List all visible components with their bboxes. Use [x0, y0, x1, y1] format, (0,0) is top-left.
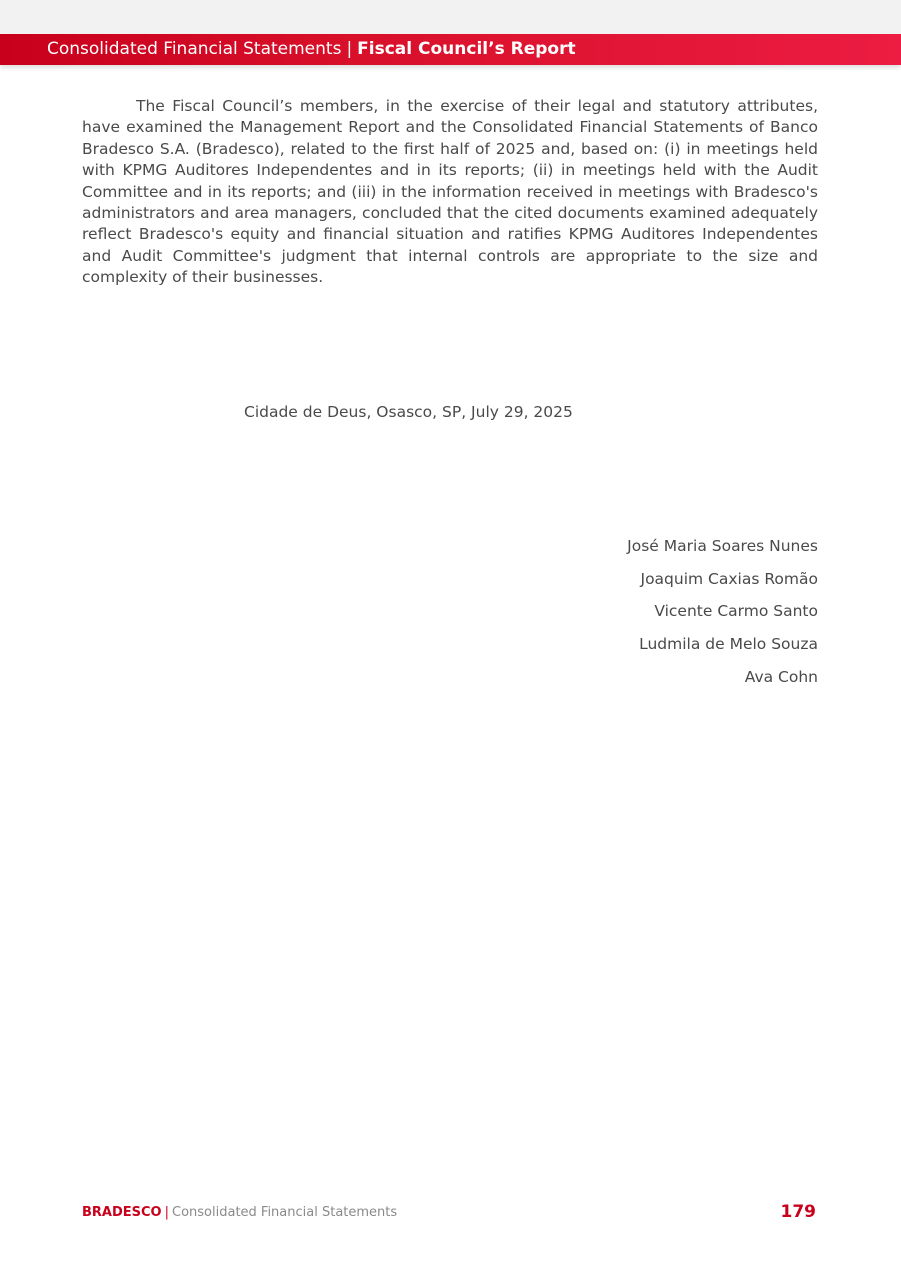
signatory-name: José Maria Soares Nunes	[627, 537, 818, 555]
place-date: Cidade de Deus, Osasco, SP, July 29, 2025	[244, 403, 573, 421]
header-section: Consolidated Financial Statements	[47, 39, 342, 59]
report-paragraph: The Fiscal Council’s members, in the exercise of their legal and statutory attributes, have examined the Management Report and the Consolidated Financial Statements of Banco Bradesco S.A. (Bradesco), related to the first half of 2025 and, based on: (i) in meetings held with KPMG Auditores Independentes and in its reports; (ii) in meetings held with the Audit Committee and in its reports; and (iii) in the information received in meetings with Bradesco's administrators and area managers, concluded that the cited documents examined adequately reflect Bradesco's equity and financial situation and ratifies KPMG Auditores Independentes and Audit Committee's judgment that internal controls are appropriate to the size and complexity of their businesses.	[82, 97, 818, 287]
footer-document-title: Consolidated Financial Statements	[172, 1205, 398, 1220]
footer-brand: BRADESCO	[82, 1205, 162, 1220]
top-margin	[0, 0, 901, 34]
page-number: 179	[780, 1202, 816, 1222]
header-report-title: Fiscal Council’s Report	[357, 39, 576, 59]
header-title	[47, 34, 576, 65]
header-separator: |	[346, 39, 353, 59]
header-bar	[0, 34, 901, 65]
footer	[82, 1204, 397, 1222]
signatory-name: Ludmila de Melo Souza	[639, 635, 818, 654]
signatory-name: Vicente Carmo Santo	[654, 602, 818, 621]
signatory-name: Joaquim Caxias Romão	[640, 569, 818, 588]
footer-separator: |	[164, 1205, 169, 1220]
signatory-list	[418, 536, 818, 699]
signatory-name: Ava Cohn	[744, 667, 818, 686]
